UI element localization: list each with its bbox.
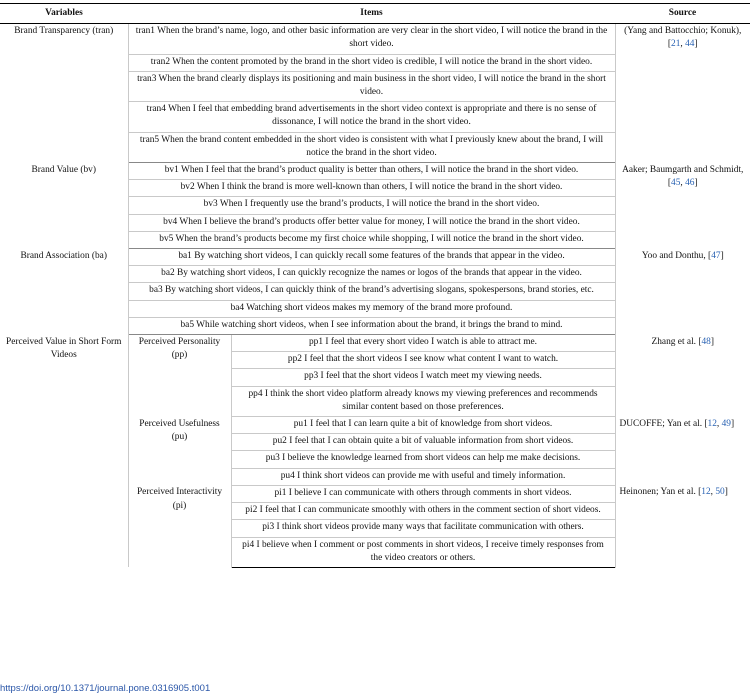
item-bv5: bv5 When the brand’s products become my first choice while shopping, I will notice the brand in the short video. [128, 231, 615, 248]
variable-bv: Brand Value (bv) [0, 163, 128, 249]
citation-link[interactable]: 45 [671, 177, 681, 188]
citation-link[interactable]: 47 [711, 250, 721, 261]
item-pu1: pu1 I feel that I can learn quite a bit of knowledge from short videos. [231, 417, 615, 434]
table-row [0, 335, 750, 352]
table-row [0, 24, 750, 54]
item-pi4: pi4 I believe when I comment or post comments in short videos, I receive timely responses from the video creators or others. [231, 537, 615, 567]
item-bv3: bv3 When I frequently use the brand’s products, I will notice the brand in the short video. [128, 197, 615, 214]
citation-link[interactable]: 21 [671, 39, 681, 50]
item-pi1: pi1 I believe I can communicate with others through comments in short videos. [231, 485, 615, 502]
header-source: Source [615, 4, 750, 24]
item-tran2: tran2 When the content promoted by the brand in the short video is credible, I will notice the brand in the short video. [128, 54, 615, 71]
item-ba3: ba3 By watching short videos, I can quickly think of the brand’s advertising slogans, spokespersons, brand stories, etc. [128, 283, 615, 300]
item-tran5: tran5 When the brand content embedded in the short video is consistent with what I previously knew about the brand, I will notice the brand in the short video. [128, 132, 615, 162]
variable-ba: Brand Association (ba) [0, 249, 128, 335]
source-ba: Yoo and Donthu, [47] [615, 249, 750, 335]
item-bv1: bv1 When I feel that the brand’s product quality is better than others, I will notice the brand in the short video. [128, 163, 615, 180]
item-tran3: tran3 When the brand clearly displays its positioning and main business in the short video, I will notice the brand in the short video. [128, 71, 615, 101]
source-pu: DUCOFFE; Yan et al. [12, 49] [615, 417, 750, 486]
item-pu4: pu4 I think short videos can provide me with useful and timely information. [231, 468, 615, 485]
source-bv: Aaker; Baumgarth and Schmidt, [45, 46] [615, 163, 750, 249]
citation-link[interactable]: 44 [685, 39, 695, 50]
item-pp3: pp3 I feel that the short videos I watch meet my viewing needs. [231, 369, 615, 386]
table-header-row [0, 4, 750, 24]
source-tran: (Yang and Battocchio; Konuk), [21, 44] [615, 24, 750, 163]
source-pp: Zhang et al. [48] [615, 335, 750, 417]
item-pi2: pi2 I feel that I can communicate smoothly with others in the comment section of short videos. [231, 503, 615, 520]
source-pi: Heinonen; Yan et al. [12, 50] [615, 485, 750, 567]
citation-link[interactable]: 12 [701, 487, 711, 498]
variable-pv: Perceived Value in Short Form Videos [0, 335, 128, 568]
subvariable-pi: Perceived Interactivity (pi) [128, 485, 231, 567]
header-items: Items [128, 4, 615, 24]
item-pp1: pp1 I feel that every short video I watch is able to attract me. [231, 335, 615, 352]
item-pu2: pu2 I feel that I can obtain quite a bit of valuable information from short videos. [231, 434, 615, 451]
item-tran4: tran4 When I feel that embedding brand advertisements in the short video context is appropriate and there is no sense of dissonance, I will notice the brand in the short video. [128, 102, 615, 132]
item-pp4: pp4 I think the short video platform already knows my viewing preferences and recommends similar content based on those preferences. [231, 386, 615, 416]
variable-tran: Brand Transparency (tran) [0, 24, 128, 163]
citation-link[interactable]: 12 [707, 418, 717, 429]
item-ba4: ba4 Watching short videos makes my memory of the brand more profound. [128, 300, 615, 317]
table-row [0, 163, 750, 180]
doi-link[interactable]: https://doi.org/10.1371/journal.pone.0316905.t001 [0, 683, 211, 694]
citation-link[interactable]: 49 [721, 418, 731, 429]
header-variables: Variables [0, 4, 128, 24]
item-ba2: ba2 By watching short videos, I can quickly recognize the names or logos of the brands that appear in the video. [128, 266, 615, 283]
citation-link[interactable]: 50 [715, 487, 725, 498]
item-ba5: ba5 While watching short videos, when I see information about the brand, it brings the brand to mind. [128, 317, 615, 334]
item-bv4: bv4 When I believe the brand’s products offer better value for money, I will notice the brand in the short video. [128, 214, 615, 231]
item-ba1: ba1 By watching short videos, I can quickly recall some features of the brands that appear in the video. [128, 249, 615, 266]
subvariable-pp: Perceived Personality (pp) [128, 335, 231, 417]
item-bv2: bv2 When I think the brand is more well-known than others, I will notice the brand in the short video. [128, 180, 615, 197]
citation-link[interactable]: 48 [701, 336, 711, 347]
survey-items-table [0, 3, 750, 568]
item-pi3: pi3 I think short videos provide many ways that facilitate communication with others. [231, 520, 615, 537]
subvariable-pu: Perceived Usefulness (pu) [128, 417, 231, 486]
table-row [0, 249, 750, 266]
item-pp2: pp2 I feel that the short videos I see know what content I want to watch. [231, 352, 615, 369]
citation-link[interactable]: 46 [685, 177, 695, 188]
item-pu3: pu3 I believe the knowledge learned from short videos can help me make decisions. [231, 451, 615, 468]
item-tran1: tran1 When the brand’s name, logo, and other basic information are very clear in the short video, I will notice the brand in the short video. [128, 24, 615, 54]
